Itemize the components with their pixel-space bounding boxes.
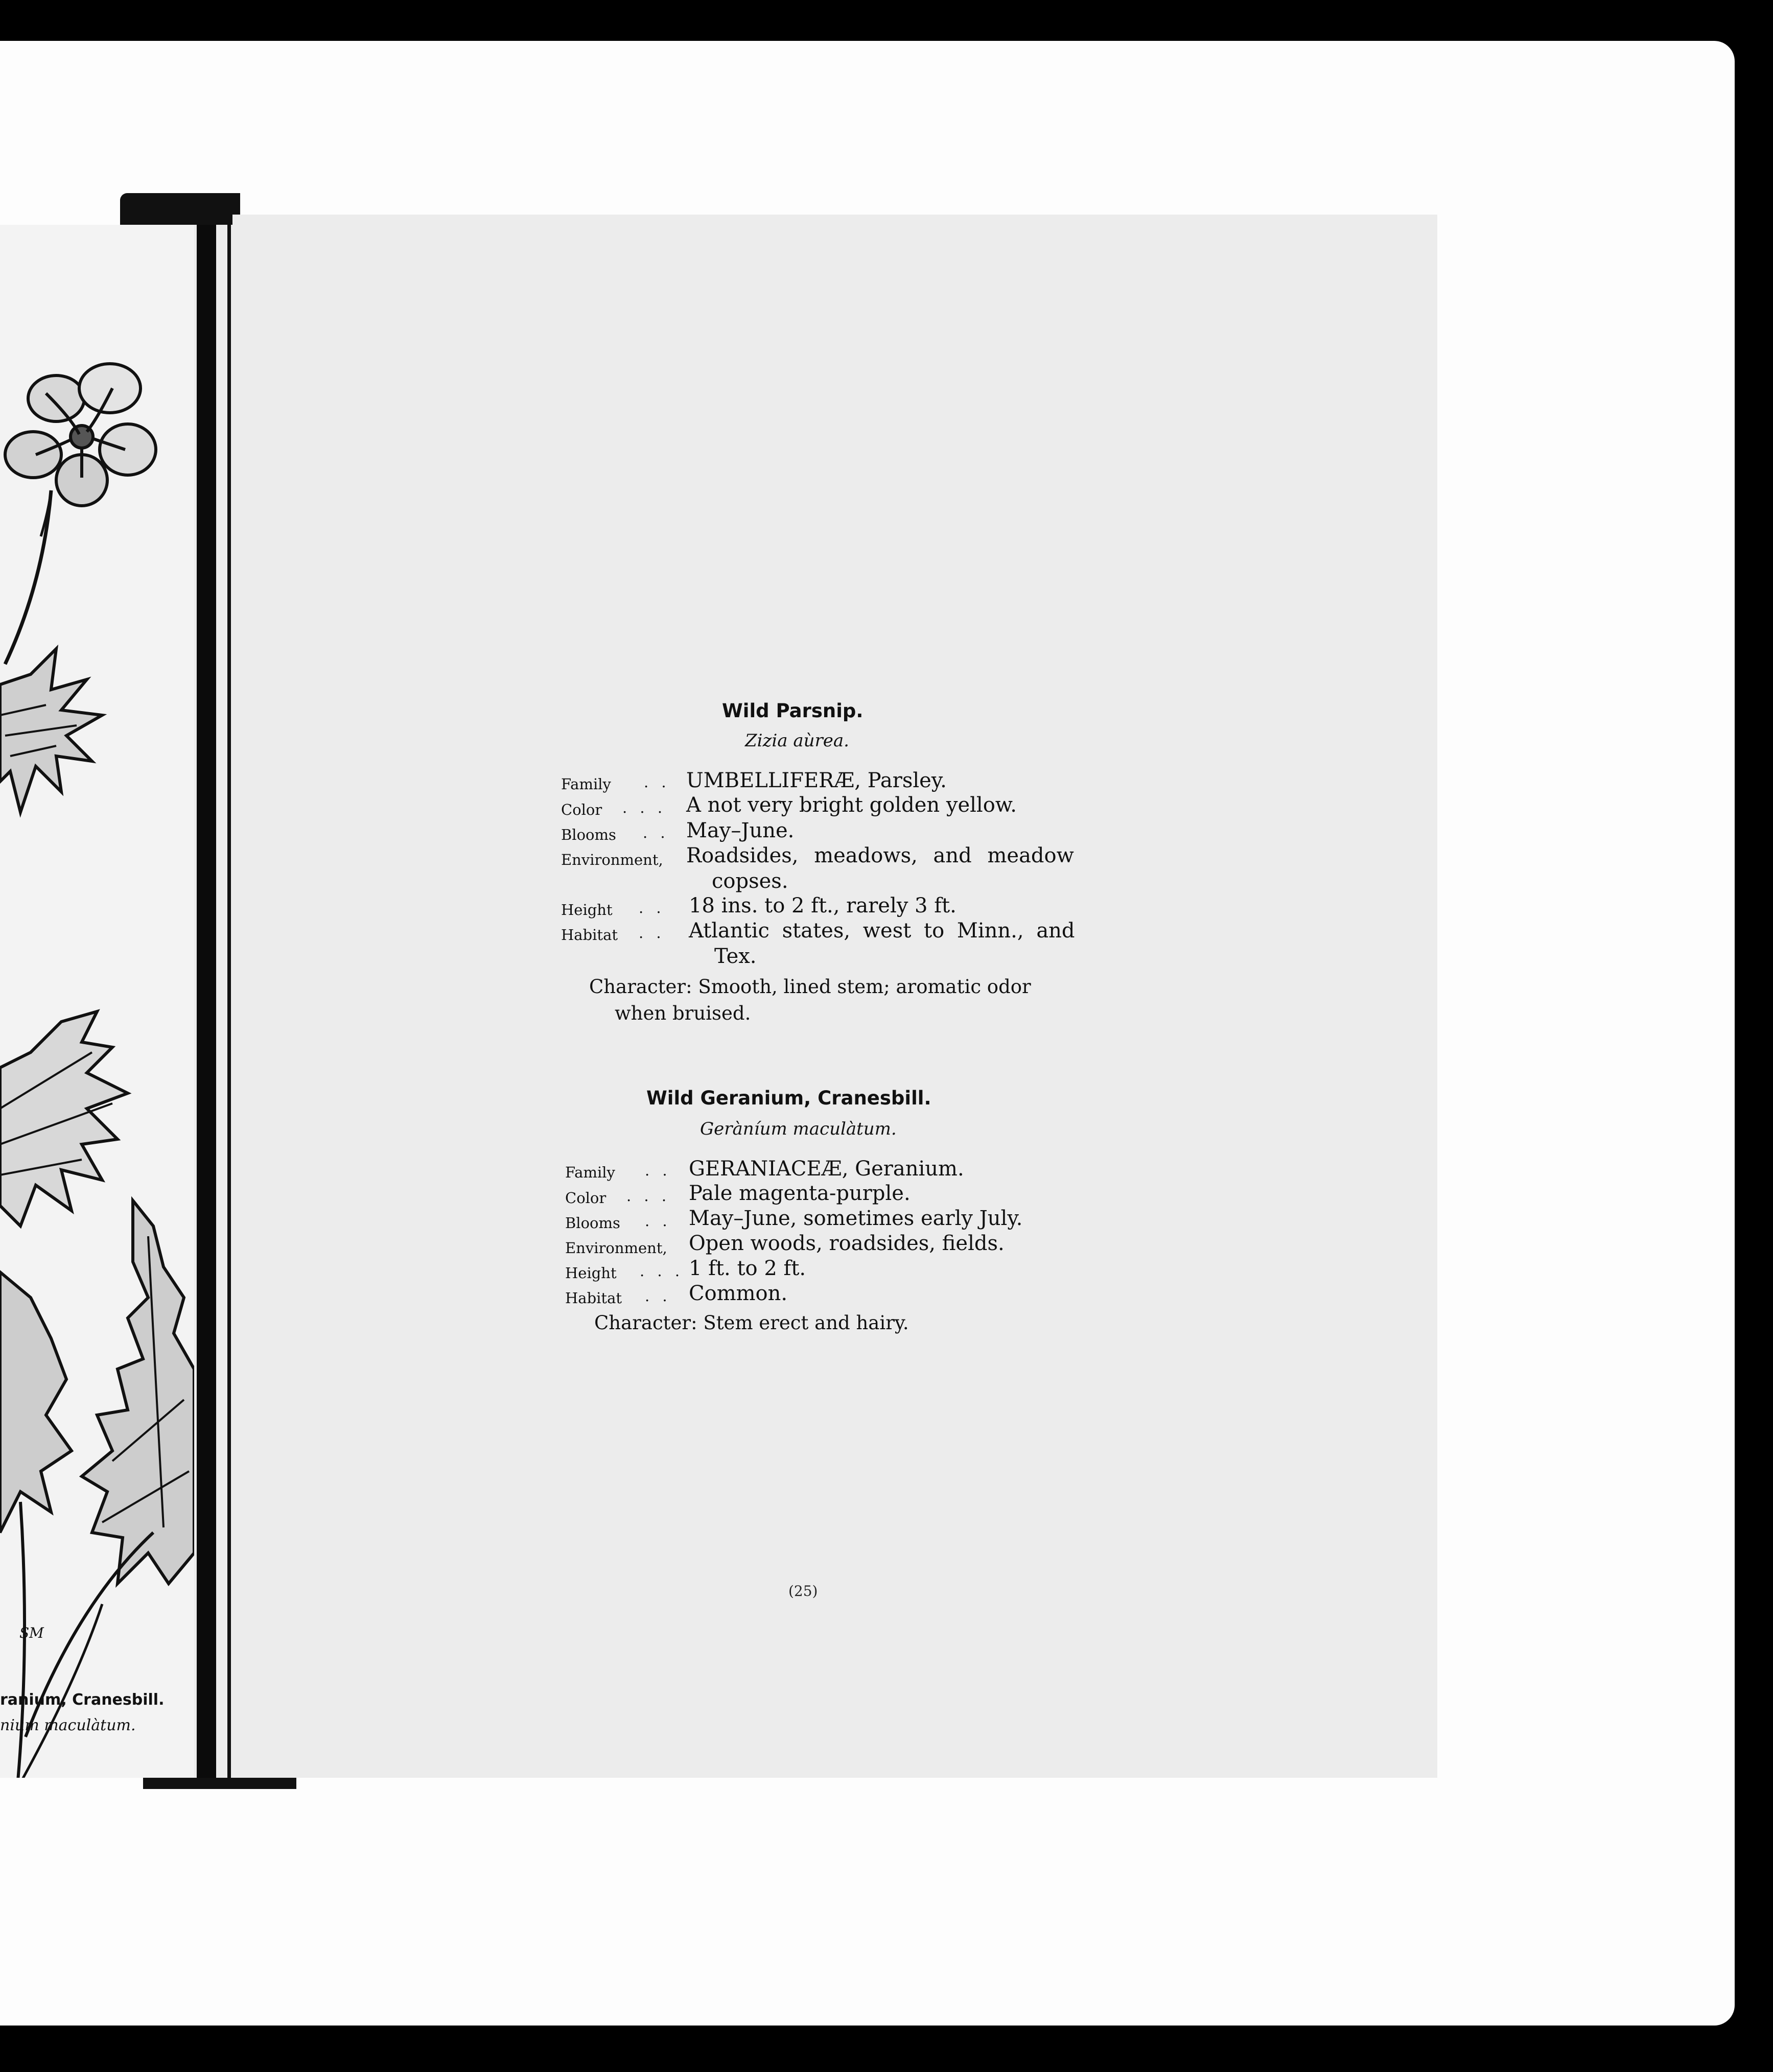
binding-cap bbox=[120, 193, 240, 225]
row-dots: . . bbox=[639, 924, 665, 941]
row-value: Roadsides, meadows, and meadow bbox=[686, 844, 1074, 867]
page-number: (25) bbox=[788, 1583, 818, 1599]
flower-drawing bbox=[5, 364, 156, 506]
row-label: Color bbox=[565, 1189, 606, 1207]
row-value: 1 ft. to 2 ft. bbox=[689, 1257, 806, 1280]
monogram: SM bbox=[19, 1624, 44, 1641]
row-value: Atlantic states, west to Minn., and bbox=[689, 919, 1075, 943]
section-latin-name: Zizia aùrea. bbox=[745, 731, 849, 751]
row-dots: . . bbox=[644, 773, 670, 791]
row-label: Blooms bbox=[561, 826, 616, 843]
row-value: GERANIACEÆ, Geranium. bbox=[689, 1157, 964, 1181]
row-value: UMBELLIFERÆ, Parsley. bbox=[686, 769, 947, 792]
row-value: A not very bright golden yellow. bbox=[686, 793, 1017, 817]
character-line: Character: Stem erect and hairy. bbox=[594, 1312, 909, 1334]
row-dots: . . . bbox=[626, 1187, 671, 1205]
lower-leaf-drawing bbox=[0, 1011, 128, 1226]
section-title: Wild Geranium, Cranesbill. bbox=[646, 1087, 931, 1109]
row-value: May–June, sometimes early July. bbox=[689, 1207, 1023, 1230]
row-dots: . . . bbox=[640, 1262, 684, 1280]
bottom-leaf-drawing bbox=[0, 1200, 194, 1584]
row-dots: . . bbox=[645, 1287, 671, 1305]
left-illustration-page bbox=[0, 225, 194, 1778]
row-label: Environment, bbox=[565, 1239, 667, 1257]
section-title: Wild Parsnip. bbox=[722, 700, 864, 722]
geranium-illustration bbox=[0, 225, 194, 1778]
row-value: 18 ins. to 2 ft., rarely 3 ft. bbox=[689, 894, 957, 917]
row-value: Common. bbox=[689, 1282, 788, 1305]
row-label: Height bbox=[565, 1264, 617, 1282]
row-value: Open woods, roadsides, fields. bbox=[689, 1232, 1005, 1255]
left-caption-latin: nium maculàtum. bbox=[0, 1716, 136, 1734]
row-value: Pale magenta-purple. bbox=[689, 1182, 911, 1205]
character-line-continued: when bruised. bbox=[615, 1002, 751, 1024]
upper-leaf-drawing bbox=[0, 649, 102, 812]
row-label: Habitat bbox=[561, 926, 618, 944]
row-label: Habitat bbox=[565, 1289, 622, 1307]
row-label: Blooms bbox=[565, 1214, 620, 1232]
binding-edge-line bbox=[227, 225, 231, 1783]
row-label: Environment, bbox=[561, 851, 663, 868]
character-line: Character: Smooth, lined stem; aromatic odor bbox=[589, 976, 1031, 998]
row-dots: . . . bbox=[622, 799, 667, 816]
row-value-continued: copses. bbox=[712, 869, 788, 893]
row-label: Height bbox=[561, 901, 613, 919]
left-caption-title: ranium, Cranesbill. bbox=[0, 1691, 165, 1709]
row-value-continued: Tex. bbox=[714, 945, 757, 968]
row-dots: . . bbox=[645, 1162, 671, 1179]
row-dots: . . bbox=[643, 824, 669, 841]
row-dots: . . bbox=[645, 1212, 671, 1230]
row-dots: . . bbox=[639, 899, 665, 916]
row-label: Family bbox=[561, 775, 611, 793]
row-label: Family bbox=[565, 1164, 615, 1181]
binding-foot bbox=[143, 1778, 296, 1789]
book-binding bbox=[197, 225, 216, 1783]
row-value: May–June. bbox=[686, 819, 795, 842]
row-label: Color bbox=[561, 801, 602, 818]
section-latin-name: Geràníum maculàtum. bbox=[700, 1119, 897, 1139]
